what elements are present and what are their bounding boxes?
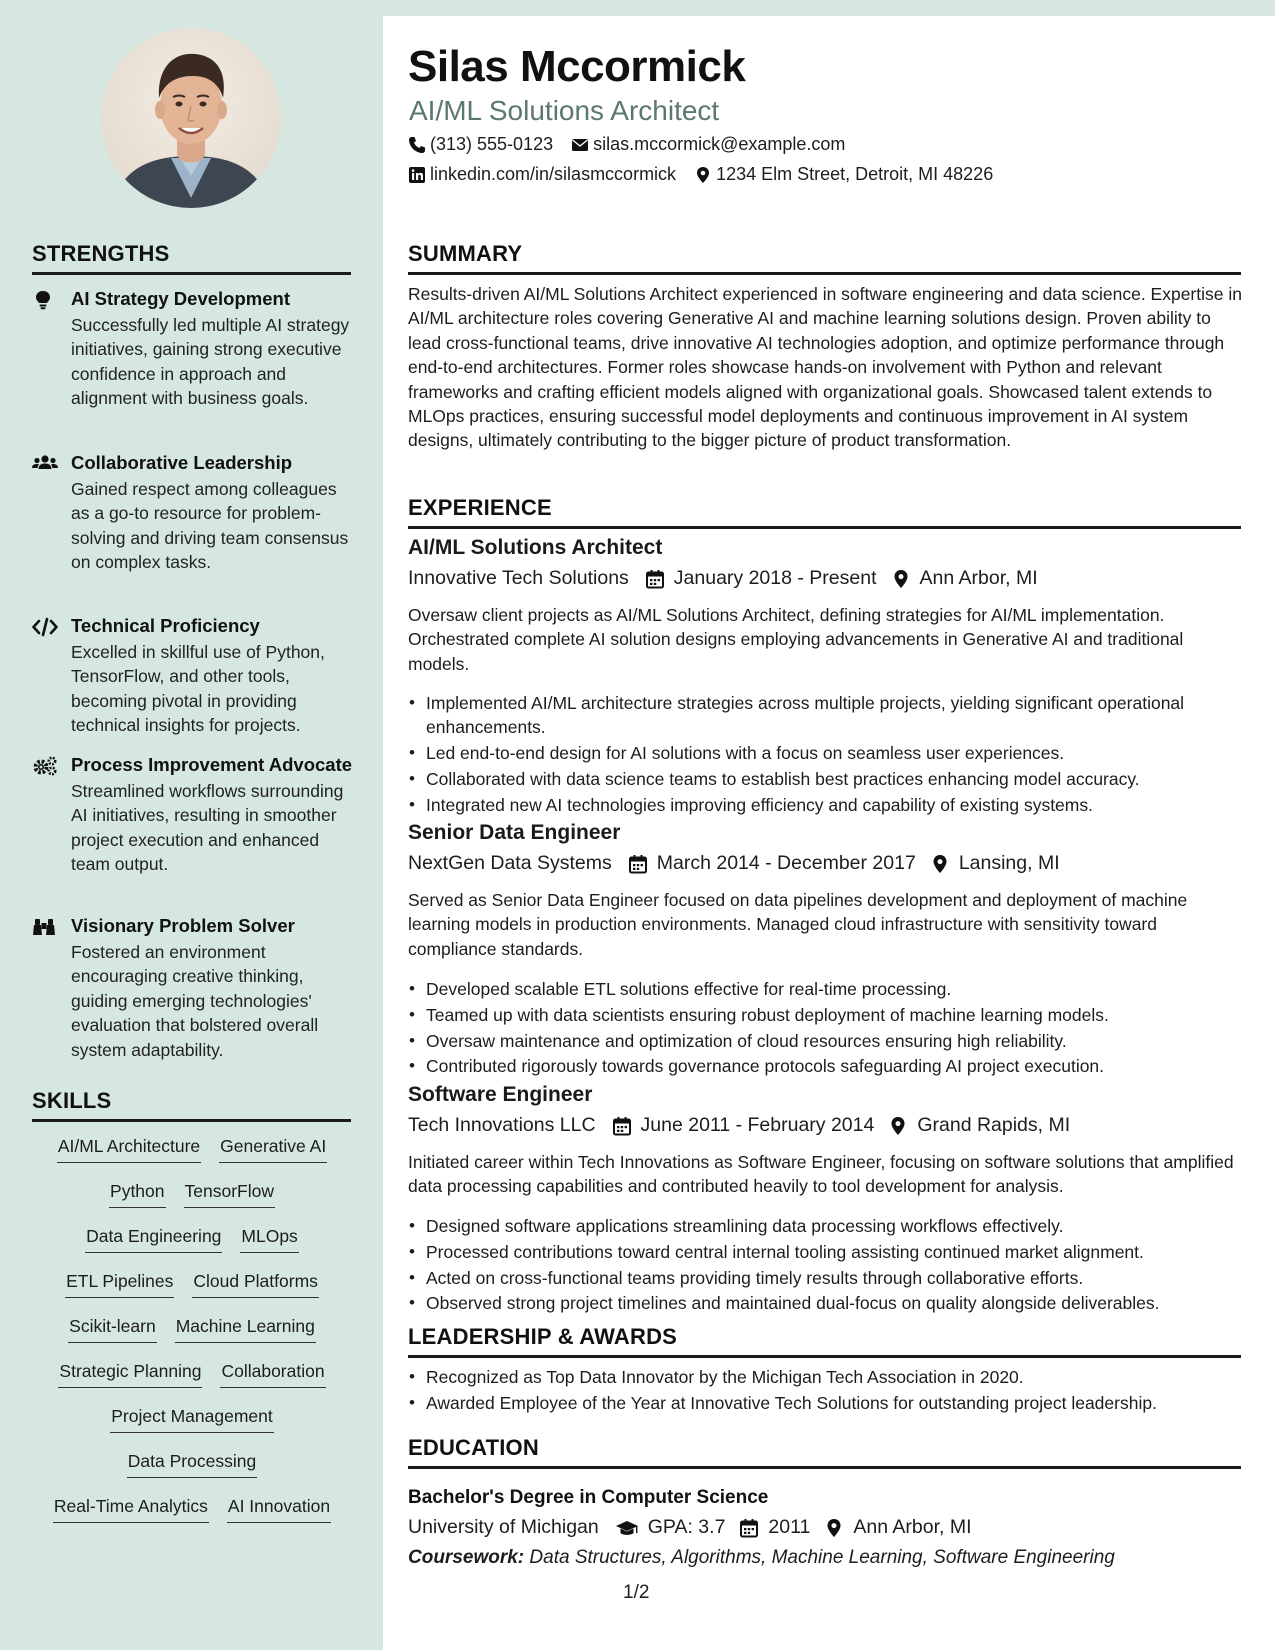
edu-degree: Bachelor's Degree in Computer Science	[408, 1487, 769, 1508]
coursework-label: Coursework:	[408, 1547, 525, 1568]
job-description: Initiated career within Tech Innovations as Software Engineer, focusing on software solutions that amplified data processing capabilities and contributed heavily to tool development for analysis.	[408, 1152, 1234, 1197]
bullet-item: • Oversaw maintenance and optimization of cloud resources ensuring high reliability.	[408, 1029, 1243, 1053]
linkedin-icon	[408, 166, 426, 184]
strength-title: Collaborative Leadership	[71, 452, 293, 473]
strength-title: Visionary Problem Solver	[71, 915, 295, 936]
phone-text[interactable]: (313) 555-0123	[430, 134, 554, 154]
linkedin-text[interactable]: linkedin.com/in/silasmccormick	[430, 164, 677, 184]
bullet-item: • Contributed rigorously towards governance protocols safeguarding AI project execution.	[408, 1054, 1243, 1078]
edu-location: Ann Arbor, MI	[853, 1516, 972, 1538]
job-description: Oversaw client projects as AI/ML Solutions Architect, defining strategies for AI/ML implementation. Orchestrated complete AI solution designs employing advancements in Generative AI and traditional models.	[408, 605, 1184, 674]
skills-rule	[32, 1119, 351, 1122]
skill-row	[32, 1495, 352, 1540]
education-heading: EDUCATION	[408, 1435, 539, 1460]
gears-icon	[32, 756, 56, 776]
bullet-item: • Processed contributions toward central internal tooling assisting continued market alignment.	[408, 1240, 1243, 1264]
strength-desc: Streamlined workflows surrounding AI initiatives, resulting in smoother project execution and enhanced team output.	[71, 781, 344, 875]
bullet-item: • Developed scalable ETL solutions effective for real-time processing.	[408, 977, 1243, 1001]
summary-rule	[408, 272, 1241, 275]
skill-tag: Real-Time Analytics	[53, 1495, 209, 1523]
bullet-item: • Collaborated with data science teams to establish best practices enhancing model accuracy.	[408, 767, 1243, 791]
phone-icon	[408, 136, 426, 154]
candidate-name: Silas Mccormick	[408, 42, 746, 91]
job-bullets	[408, 977, 1243, 1080]
coursework-text: Data Structures, Algorithms, Machine Learning, Software Engineering	[529, 1547, 1115, 1568]
skill-row	[32, 1315, 352, 1360]
skill-row	[32, 1270, 352, 1315]
skills-list	[32, 1135, 352, 1540]
strength-title: Process Improvement Advocate	[71, 754, 353, 775]
skill-row	[32, 1180, 352, 1225]
bullet-item: • Designed software applications streamlining data processing workflows effectively.	[408, 1214, 1243, 1238]
education-rule	[408, 1466, 1241, 1469]
skill-row	[32, 1450, 352, 1495]
job-bullets	[408, 1214, 1243, 1317]
skill-row	[32, 1360, 352, 1405]
job-meta	[408, 852, 1060, 875]
job-company: Innovative Tech Solutions	[408, 567, 629, 589]
job-title: Software Engineer	[408, 1083, 593, 1106]
skills-heading: SKILLS	[32, 1088, 112, 1113]
contact-line-2	[408, 164, 993, 185]
bullet-item: • Integrated new AI technologies improving efficiency and capability of existing systems.	[408, 793, 1243, 817]
strength-desc: Gained respect among colleagues as a go-to resource for problem-solving and driving team consensus on complex tasks.	[71, 479, 349, 573]
strength-title: AI Strategy Development	[71, 288, 290, 309]
skill-row	[32, 1225, 352, 1270]
calendar-icon	[612, 1116, 632, 1136]
job-location: Ann Arbor, MI	[919, 567, 1038, 589]
skill-tag: Project Management	[110, 1405, 273, 1433]
job-title: AI/ML Solutions Architect	[408, 536, 663, 559]
edu-year: 2011	[768, 1516, 811, 1538]
skill-row	[32, 1135, 352, 1180]
strength-desc: Fostered an environment encouraging creative thinking, guiding emerging technologies' evaluation that bolstered overall system adaptability.	[71, 942, 319, 1060]
job-dates: June 2011 - February 2014	[640, 1114, 875, 1136]
location-pin-icon	[888, 1116, 908, 1136]
calendar-icon	[739, 1518, 759, 1538]
skill-tag: MLOps	[240, 1225, 298, 1253]
location-pin-icon	[824, 1518, 844, 1538]
edu-coursework	[408, 1547, 1115, 1569]
job-meta	[408, 1114, 1070, 1137]
summary-heading: SUMMARY	[408, 241, 523, 266]
skill-tag: Scikit-learn	[68, 1315, 157, 1343]
location-pin-icon	[891, 569, 911, 589]
skill-tag: TensorFlow	[184, 1180, 275, 1208]
edu-meta	[408, 1516, 972, 1539]
address-text: 1234 Elm Street, Detroit, MI 48226	[716, 164, 994, 184]
job-description: Served as Senior Data Engineer focused on data pipelines development and deployment of machine learning models in production environments. Managed cloud infrastructure with sensitivity toward compliance standards.	[408, 890, 1188, 959]
award-item: • Awarded Employee of the Year at Innovative Tech Solutions for outstanding project leadership.	[408, 1391, 1243, 1415]
job-location: Lansing, MI	[958, 852, 1060, 874]
job-company: NextGen Data Systems	[408, 852, 612, 874]
job-meta	[408, 567, 1038, 590]
job-title: Senior Data Engineer	[408, 821, 621, 844]
contact-line-1	[408, 134, 845, 155]
skill-tag: Strategic Planning	[58, 1360, 202, 1388]
skill-row	[32, 1405, 352, 1450]
skill-tag: AI/ML Architecture	[57, 1135, 201, 1163]
code-icon	[32, 617, 56, 637]
skill-tag: Python	[109, 1180, 165, 1208]
award-item: • Recognized as Top Data Innovator by the Michigan Tech Association in 2020.	[408, 1365, 1243, 1389]
job-bullets	[408, 691, 1243, 818]
sidebar	[0, 0, 383, 1650]
main-content	[383, 16, 1275, 1650]
bullet-item: • Acted on cross-functional teams providing timely results through collaborative efforts.	[408, 1266, 1243, 1290]
strength-title: Technical Proficiency	[71, 615, 260, 636]
binoculars-icon	[32, 917, 56, 937]
experience-rule	[408, 526, 1241, 529]
graduation-cap-icon	[615, 1518, 639, 1538]
strengths-heading: STRENGTHS	[32, 241, 170, 266]
skill-tag: Data Processing	[127, 1450, 257, 1478]
bullet-item: • Led end-to-end design for AI solutions with a focus on seamless user experiences.	[408, 741, 1243, 765]
edu-gpa: GPA: 3.7	[647, 1516, 726, 1538]
job-dates: January 2018 - Present	[673, 567, 877, 589]
skill-tag: ETL Pipelines	[65, 1270, 174, 1298]
awards-list	[408, 1365, 1243, 1417]
awards-rule	[408, 1355, 1241, 1358]
candidate-role: AI/ML Solutions Architect	[409, 95, 720, 126]
email-icon	[571, 136, 589, 154]
skill-tag: Data Engineering	[85, 1225, 222, 1253]
skill-tag: Generative AI	[219, 1135, 327, 1163]
skill-tag: Machine Learning	[175, 1315, 316, 1343]
bullet-item: • Implemented AI/ML architecture strategies across multiple projects, yielding significant operational enhancements.	[408, 691, 1243, 739]
profile-photo	[101, 28, 281, 208]
experience-heading: EXPERIENCE	[408, 495, 552, 520]
users-icon	[32, 454, 56, 474]
skill-tag: AI Innovation	[227, 1495, 331, 1523]
summary-text: Results-driven AI/ML Solutions Architect experienced in software engineering and data science. Expertise in AI/ML architecture roles covering Generative AI and machine learning solutions design. Proven ability to lead cross-functional teams, drive innovative AI technologies adoption, and optimize performance through end-to-end architectures. Former roles showcase hands-on involvement with Python and relevant frameworks and crafting efficient models aligned with organizational goals. Showcased talent extends to MLOps practices, ensuring successful model deployments and continuous improvement in AI system designs, ultimately contributing to the bigger picture of product transformation.	[408, 284, 1242, 451]
strength-desc: Successfully led multiple AI strategy initiatives, gaining strong executive confidence in approach and alignment with business goals.	[71, 315, 350, 409]
skill-tag: Collaboration	[220, 1360, 325, 1388]
job-company: Tech Innovations LLC	[408, 1114, 596, 1136]
edu-school: University of Michigan	[408, 1516, 599, 1538]
calendar-icon	[628, 854, 648, 874]
bullet-item: • Teamed up with data scientists ensuring robust deployment of machine learning models.	[408, 1003, 1243, 1027]
location-pin-icon	[930, 854, 950, 874]
bullet-item: • Observed strong project timelines and maintained dual-focus on quality alongside deliverables.	[408, 1291, 1243, 1315]
page-number: 1/2	[623, 1582, 650, 1603]
strengths-rule	[32, 272, 351, 275]
job-dates: March 2014 - December 2017	[656, 852, 916, 874]
calendar-icon	[645, 569, 665, 589]
awards-heading: LEADERSHIP & AWARDS	[408, 1324, 678, 1349]
lightbulb-icon	[32, 290, 56, 310]
strength-desc: Excelled in skillful use of Python, TensorFlow, and other tools, becoming pivotal in providing technical insights for projects.	[71, 642, 325, 736]
skill-tag: Cloud Platforms	[192, 1270, 319, 1298]
email-text[interactable]: silas.mccormick@example.com	[593, 134, 846, 154]
job-location: Grand Rapids, MI	[917, 1114, 1071, 1136]
location-pin-icon	[694, 166, 712, 184]
